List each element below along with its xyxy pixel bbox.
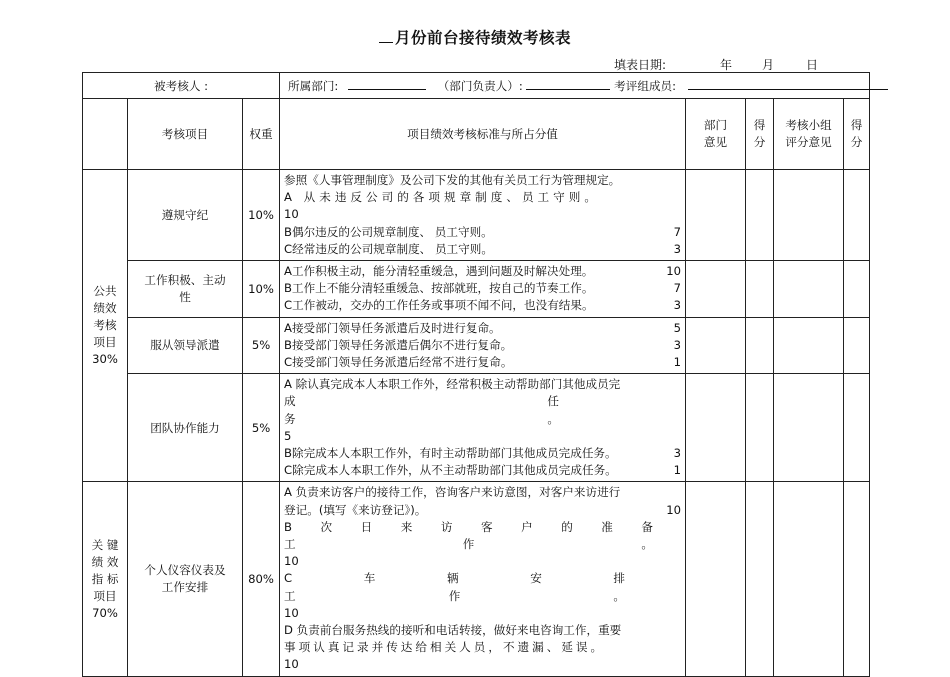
item-name: 团队协作能力 <box>128 374 243 482</box>
item-name: 服从领导派遣 <box>128 317 243 374</box>
criteria-line: 参照《人事管理制度》及公司下发的其他有关员工行为管理规定。 <box>284 173 621 187</box>
criteria-line: 登记。(填写《来访登记》)。 10 <box>284 502 682 517</box>
dept-head-field[interactable] <box>526 79 610 90</box>
panel-field[interactable] <box>688 79 888 90</box>
item-criteria <box>280 170 686 261</box>
criteria-line: A接受部门领导任务派遣后及时进行复命。 5 <box>284 320 682 335</box>
criteria-line: 10 <box>284 605 299 620</box>
criteria-line: A 负责来访客户的接待工作，咨询客户来访意图，对客户来访进行 <box>284 485 621 500</box>
criteria-line: C工作被动，交办的工作任务或事项不闻不问，也没有结果。 3 <box>284 298 682 313</box>
criteria-line: B偶尔违反的公司规章制度、 员工守则。 7 <box>284 224 682 239</box>
item-name: 个人仪容仪表及 工作安排 <box>128 482 243 676</box>
criteria-line: C除完成本人本职工作外，从不主动帮助部门其他成员完成任务。 1 <box>284 463 682 478</box>
panel-label: 考评组成员: <box>614 78 677 93</box>
blank-header-cell <box>83 99 128 170</box>
item-criteria <box>280 261 686 318</box>
col-dept-opinion: 部门 意见 <box>686 99 746 170</box>
criteria-line: A 从未违反公司的各项规章制度、员工守则。 <box>284 190 600 205</box>
assessment-table <box>82 72 870 677</box>
table-row <box>83 261 870 318</box>
assessee-cell[interactable] <box>83 73 280 99</box>
criteria-line: A 除认真完成本人本职工作外，经常积极主动帮助部门其他成员完 <box>284 377 621 392</box>
dept-opinion-cell[interactable] <box>686 170 746 261</box>
section-label-public: 公共 绩效 考核 项目 30% <box>83 170 128 482</box>
item-criteria <box>280 317 686 374</box>
criteria-line: B次日来访客户的准备工作。 <box>284 519 682 552</box>
assessee-label: 被考核人 : <box>154 78 208 93</box>
department-cell <box>280 73 870 99</box>
score2-cell[interactable] <box>844 170 870 261</box>
criteria-line: B除完成本人本职工作外，有时主动帮助部门其他成员完成任务。 3 <box>284 446 682 461</box>
criteria-line: C经常违反的公司规章制度、 员工守则。 3 <box>284 241 682 256</box>
title-text: 月份前台接待绩效考核表 <box>394 29 571 47</box>
fill-date-month[interactable]: 月 <box>762 58 775 72</box>
score1-cell[interactable] <box>746 170 774 261</box>
column-header-row <box>83 99 870 170</box>
section-label-key: 关 键 绩 效 指 标 项目 70% <box>83 482 128 676</box>
score1-cell[interactable] <box>746 261 774 318</box>
panel-opinion-cell[interactable] <box>774 482 844 676</box>
fill-date-day[interactable]: 日 <box>806 58 819 72</box>
criteria-line: B接受部门领导任务派遣后偶尔不进行复命。 3 <box>284 337 682 352</box>
department-field[interactable] <box>348 79 426 90</box>
dept-opinion-cell[interactable] <box>686 317 746 374</box>
criteria-line: C车辆安排工作。 <box>284 571 682 603</box>
panel-opinion-cell[interactable] <box>774 261 844 318</box>
score2-cell[interactable] <box>844 482 870 676</box>
table-row <box>83 482 870 676</box>
month-blank[interactable] <box>379 29 393 43</box>
col-weight: 权重 <box>243 99 280 170</box>
dept-opinion-cell[interactable] <box>686 261 746 318</box>
criteria-line: 事项认真记录并传达给相关人员，不遗漏、延误。 <box>284 640 606 655</box>
criteria-line: 成任务。 <box>284 394 678 426</box>
criteria-line: C接受部门领导任务派遣后经常不进行复命。 1 <box>284 355 682 370</box>
item-weight: 5% <box>243 374 280 482</box>
item-name: 遵规守纪 <box>128 170 243 261</box>
criteria-line: 10 <box>284 207 299 222</box>
item-name: 工作积极、主动 性 <box>128 261 243 318</box>
panel-opinion-cell[interactable] <box>774 170 844 261</box>
item-criteria <box>280 482 686 676</box>
fill-date-label: 填表日期: <box>614 58 667 72</box>
criteria-line: 10 <box>284 554 299 569</box>
item-weight: 80% <box>243 482 280 676</box>
score2-cell[interactable] <box>844 261 870 318</box>
col-score1: 得 分 <box>746 99 774 170</box>
department-label: 所属部门: <box>288 78 339 93</box>
item-criteria <box>280 374 686 482</box>
criteria-line: A工作积极主动，能分清轻重缓急，遇到问题及时解决处理。 10 <box>284 264 682 279</box>
criteria-line: 10 <box>284 657 299 672</box>
table-row <box>83 374 870 482</box>
item-weight: 10% <box>243 170 280 261</box>
panel-opinion-cell[interactable] <box>774 374 844 482</box>
score2-cell[interactable] <box>844 317 870 374</box>
col-score2: 得 分 <box>844 99 870 170</box>
col-item: 考核项目 <box>128 99 243 170</box>
col-criteria: 项目绩效考核标准与所占分值 <box>280 99 686 170</box>
col-panel-opinion: 考核小组 评分意见 <box>774 99 844 170</box>
score1-cell[interactable] <box>746 374 774 482</box>
fill-date-year[interactable]: 年 <box>720 58 733 72</box>
header-row <box>83 73 870 99</box>
criteria-line: D 负责前台服务热线的接听和电话转接，做好来电咨询工作，重要 <box>284 623 622 638</box>
score1-cell[interactable] <box>746 482 774 676</box>
table-row <box>83 317 870 374</box>
dept-head-label: （部门负责人）: <box>437 78 523 93</box>
item-weight: 5% <box>243 317 280 374</box>
form-title <box>0 26 950 48</box>
panel-opinion-cell[interactable] <box>774 317 844 374</box>
dept-opinion-cell[interactable] <box>686 374 746 482</box>
dept-opinion-cell[interactable] <box>686 482 746 676</box>
criteria-line: 5 <box>284 428 292 443</box>
score1-cell[interactable] <box>746 317 774 374</box>
criteria-line: B工作上不能分清轻重缓急、按部就班，按自己的节奏工作。 7 <box>284 281 682 296</box>
item-weight: 10% <box>243 261 280 318</box>
score2-cell[interactable] <box>844 374 870 482</box>
table-row <box>83 170 870 261</box>
